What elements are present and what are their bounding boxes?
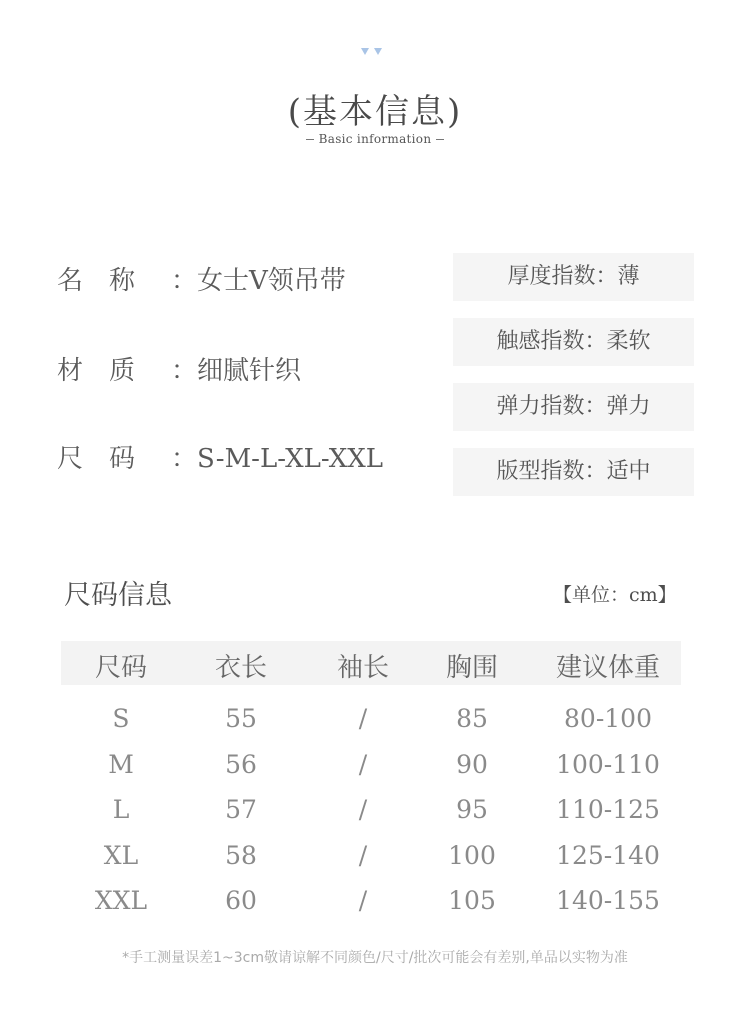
index-fit: 版型指数：适中 [453,448,694,496]
table-row [0,704,750,744]
table-row [0,750,750,790]
table-row [0,886,750,926]
index-touch: 触感指数：柔软 [453,318,694,366]
cell-length: 56 [225,750,257,779]
cell-size: S [112,704,130,733]
cell-sleeve: / [358,750,368,779]
cell-bust: 90 [456,750,488,779]
size-section-title: 尺码信息 [64,580,172,611]
cell-size: XL [103,841,139,870]
cell-size: M [108,750,134,779]
index-elasticity: 弹力指数：弹力 [453,383,694,431]
header-size: 尺码 [94,653,148,683]
cell-sleeve: / [358,841,368,870]
chevron-down-icon [361,47,389,57]
cell-sleeve: / [358,795,368,824]
footnote: *手工测量误差1~3cm敬请谅解不同颜色/尺寸/批次可能会有差别,单品以实物为准 [122,950,628,966]
cell-sleeve: / [358,886,368,915]
size-table-header [61,641,681,685]
page-title: (基本信息) [287,92,463,132]
table-row [0,841,750,881]
spec-material: 材 质 ：细腻针织 [57,356,302,386]
cell-weight: 140-155 [556,886,660,915]
cell-weight: 80-100 [564,704,652,733]
unit-label: 【单位：cm】 [553,584,677,606]
cell-size: XXL [94,886,148,915]
index-thickness: 厚度指数：薄 [453,253,694,301]
cell-sleeve: / [358,704,368,733]
cell-length: 58 [225,841,257,870]
cell-length: 57 [225,795,257,824]
spec-name: 名 称 ：女士V领吊带 [57,266,346,296]
page-subtitle: Basic information [0,132,750,146]
header-weight: 建议体重 [555,653,661,683]
cell-bust: 85 [456,704,488,733]
cell-weight: 125-140 [556,841,660,870]
cell-weight: 110-125 [556,795,660,824]
header-sleeve: 袖长 [336,653,390,683]
cell-length: 60 [225,886,257,915]
cell-bust: 105 [448,886,496,915]
cell-length: 55 [225,704,257,733]
table-row [0,795,750,835]
cell-bust: 95 [456,795,488,824]
header-bust: 胸围 [445,653,499,683]
cell-weight: 100-110 [556,750,660,779]
cell-bust: 100 [448,841,496,870]
cell-size: L [112,795,130,824]
header-length: 衣长 [214,653,268,683]
spec-size: 尺 码 ：S-M-L-XL-XXL [57,444,384,474]
